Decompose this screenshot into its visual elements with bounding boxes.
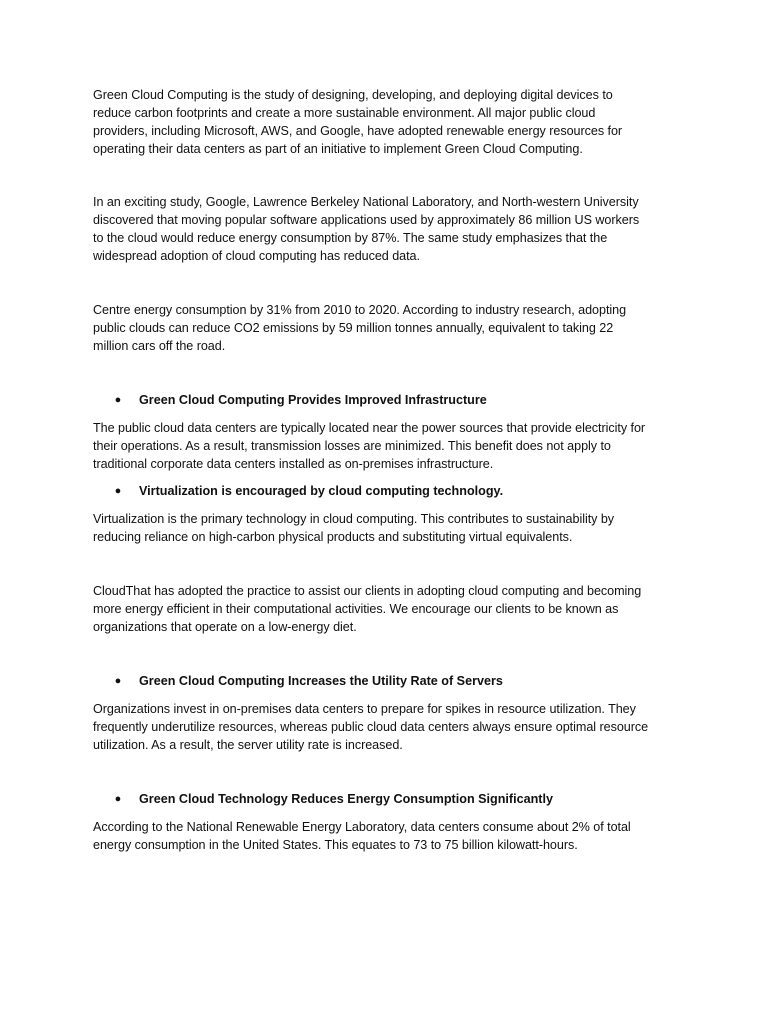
bullet-heading: Virtualization is encouraged by cloud computing technology.: [139, 484, 504, 498]
text-line: reducing reliance on high-carbon physical products and substituting virtual equivalents.: [93, 530, 573, 544]
paragraph-utility-rate: [93, 700, 693, 754]
text-line: energy consumption in the United States. This equates to 73 to 75 billion kilowatt-hours.: [93, 838, 578, 852]
text-line: The public cloud data centers are typically located near the power sources that provide electricity for: [93, 421, 646, 435]
text-line: organizations that operate on a low-energy diet.: [93, 620, 357, 634]
text-line: discovered that moving popular software applications used by approximately 86 million US workers: [93, 213, 640, 227]
text-line: According to the National Renewable Energy Laboratory, data centers consume about 2% of total: [93, 820, 631, 834]
paragraph-energy: [93, 301, 693, 355]
text-line: to the cloud would reduce energy consumption by 87%. The same study emphasizes that the: [93, 231, 608, 245]
bullet-heading: Green Cloud Computing Provides Improved Infrastructure: [139, 393, 487, 407]
text-line: In an exciting study, Google, Lawrence Berkeley National Laboratory, and North-western University: [93, 195, 639, 209]
paragraph-nrel: [93, 818, 693, 854]
paragraph-infrastructure: [93, 419, 693, 473]
text-line: CloudThat has adopted the practice to assist our clients in adopting cloud computing and becoming: [93, 584, 642, 598]
bullet-icon: ●: [114, 675, 122, 687]
bullet-icon: ●: [114, 394, 122, 406]
text-line: their operations. As a result, transmission losses are minimized. This benefit does not apply to: [93, 439, 611, 453]
text-line: Organizations invest in on-premises data centers to prepare for spikes in resource utilization. They: [93, 702, 636, 716]
text-line: Centre energy consumption by 31% from 2010 to 2020. According to industry research, adopting: [93, 303, 627, 317]
bullet-heading: Green Cloud Computing Increases the Utility Rate of Servers: [139, 674, 503, 688]
text-line: million cars off the road.: [93, 339, 226, 353]
text-line: utilization. As a result, the server utility rate is increased.: [93, 738, 403, 752]
text-line: frequently underutilize resources, whereas public cloud data centers always ensure optimal resource: [93, 720, 649, 734]
bullet-icon: ●: [114, 485, 122, 497]
text-line: Virtualization is the primary technology in cloud computing. This contributes to sustainability by: [93, 512, 615, 526]
text-line: operating their data centers as part of an initiative to implement Green Cloud Computing.: [93, 142, 583, 156]
paragraph-study: [93, 193, 693, 265]
text-line: widespread adoption of cloud computing has reduced data.: [93, 249, 420, 263]
text-line: public clouds can reduce CO2 emissions by 59 million tonnes annually, equivalent to taking 22: [93, 321, 614, 335]
paragraph-virtualization: [93, 510, 693, 546]
text-line: reduce carbon footprints and create a more sustainable environment. All major public cloud: [93, 106, 596, 120]
text-line: Green Cloud Computing is the study of designing, developing, and deploying digital devices to: [93, 88, 613, 102]
text-line: traditional corporate data centers installed as on-premises infrastructure.: [93, 457, 494, 471]
paragraph-intro: [93, 86, 693, 158]
bullet-icon: ●: [114, 793, 122, 805]
paragraph-cloudthat: [93, 582, 693, 636]
text-line: providers, including Microsoft, AWS, and Google, have adopted renewable energy resources for: [93, 124, 623, 138]
text-line: more energy efficient in their computational activities. We encourage our clients to be known as: [93, 602, 619, 616]
bullet-heading: Green Cloud Technology Reduces Energy Consumption Significantly: [139, 792, 554, 806]
